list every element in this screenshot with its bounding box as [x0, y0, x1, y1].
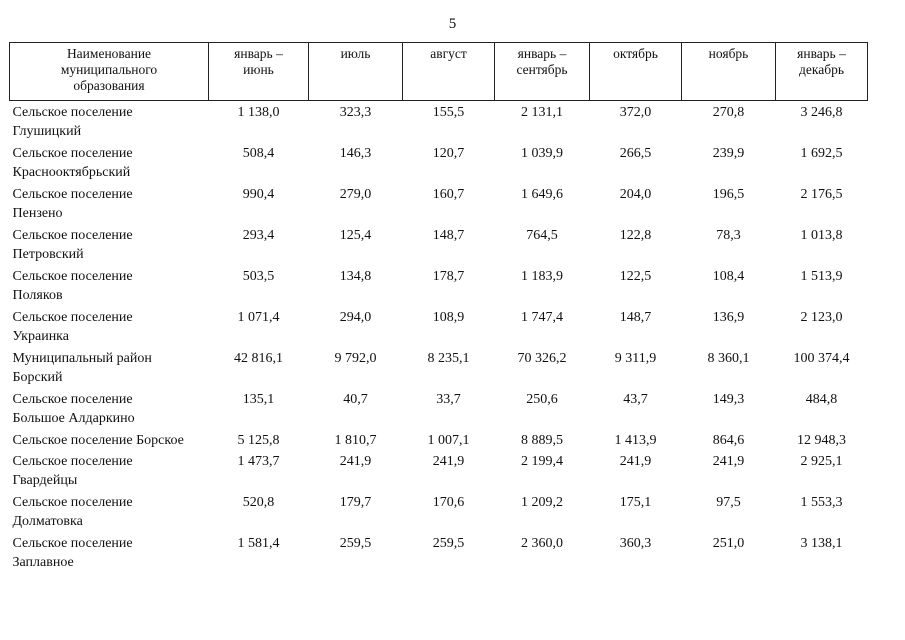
value-cell — [682, 452, 776, 493]
cell-value: 1 183,9 — [521, 268, 563, 284]
table-row — [10, 185, 868, 226]
row-name: Сельское поселение Украинка — [12, 309, 133, 344]
value-cell — [776, 452, 868, 493]
row-name-cell — [10, 534, 209, 575]
table-header — [10, 43, 868, 101]
data-table — [9, 42, 868, 575]
value-cell — [309, 534, 403, 575]
header-jan-jun: январь – июнь — [209, 43, 309, 101]
row-name-cell — [10, 390, 209, 431]
value-cell — [776, 144, 868, 185]
cell-value: 2 360,0 — [521, 535, 563, 551]
value-cell — [495, 493, 590, 534]
table-row — [10, 534, 868, 575]
row-name-cell — [10, 308, 209, 349]
cell-value: 196,5 — [712, 186, 745, 202]
cell-value: 8 360,1 — [707, 350, 750, 366]
row-name: Сельское поселение Гвардейцы — [12, 453, 133, 488]
cell-value: 70 326,2 — [517, 350, 567, 366]
cell-value: 8 889,5 — [521, 432, 563, 448]
row-name: Сельское поселение Краснооктябрьский — [12, 145, 133, 180]
cell-value: 1 513,9 — [800, 268, 843, 284]
value-cell — [495, 390, 590, 431]
row-name-cell — [10, 185, 209, 226]
table-row — [10, 349, 868, 390]
row-name-cell — [10, 493, 209, 534]
value-cell — [682, 144, 776, 185]
value-cell — [403, 185, 495, 226]
table-row — [10, 267, 868, 308]
value-cell — [309, 144, 403, 185]
value-cell — [590, 431, 682, 452]
cell-value: 266,5 — [619, 145, 652, 161]
cell-value: 990,4 — [242, 186, 275, 202]
row-name: Сельское поселение Поляков — [12, 268, 133, 303]
cell-value: 293,4 — [242, 227, 275, 243]
cell-value: 1 138,0 — [237, 105, 280, 120]
value-cell — [403, 431, 495, 452]
cell-value: 2 123,0 — [800, 309, 843, 325]
cell-value: 42 816,1 — [234, 350, 283, 366]
value-cell — [776, 185, 868, 226]
cell-value: 1 692,5 — [800, 145, 843, 161]
value-cell — [403, 390, 495, 431]
value-cell — [495, 349, 590, 390]
table-row — [10, 144, 868, 185]
value-cell — [403, 144, 495, 185]
value-cell — [495, 267, 590, 308]
cell-value: 2 176,5 — [800, 186, 843, 202]
row-name-cell — [10, 349, 209, 390]
cell-value: 241,9 — [619, 453, 652, 469]
value-cell — [309, 308, 403, 349]
table-body — [10, 101, 868, 575]
value-cell — [495, 144, 590, 185]
cell-value: 148,7 — [619, 309, 652, 325]
cell-value: 1 413,9 — [614, 432, 657, 448]
row-name: Сельское поселение Долматовка — [12, 494, 133, 529]
cell-value: 100 374,4 — [793, 350, 850, 366]
header-jan-sep: январь – сентябрь — [495, 43, 590, 101]
cell-value: 78,3 — [716, 227, 741, 243]
cell-value: 33,7 — [436, 391, 461, 407]
value-cell — [776, 431, 868, 452]
cell-value: 179,7 — [339, 494, 372, 510]
value-cell — [495, 185, 590, 226]
value-cell — [682, 349, 776, 390]
cell-value: 5 125,8 — [237, 432, 280, 448]
cell-value: 241,9 — [432, 453, 465, 469]
cell-value: 136,9 — [712, 309, 745, 325]
cell-value: 279,0 — [339, 186, 372, 202]
cell-value: 97,5 — [716, 494, 741, 510]
value-cell — [776, 349, 868, 390]
value-cell — [309, 349, 403, 390]
value-cell — [682, 308, 776, 349]
cell-value: 120,7 — [432, 145, 465, 161]
cell-value: 149,3 — [712, 391, 745, 407]
cell-value: 108,4 — [712, 268, 745, 284]
value-cell — [590, 144, 682, 185]
value-cell — [495, 101, 590, 144]
cell-value: 323,3 — [339, 105, 372, 120]
cell-value: 1 007,1 — [427, 432, 470, 448]
value-cell — [403, 308, 495, 349]
cell-value: 259,5 — [432, 535, 465, 551]
cell-value: 1 071,4 — [237, 309, 280, 325]
cell-value: 8 235,1 — [427, 350, 470, 366]
cell-value: 764,5 — [526, 227, 558, 243]
cell-value: 40,7 — [343, 391, 368, 407]
value-cell — [776, 493, 868, 534]
value-cell — [590, 226, 682, 267]
value-cell — [403, 226, 495, 267]
cell-value: 178,7 — [432, 268, 465, 284]
value-cell — [495, 308, 590, 349]
cell-value: 508,4 — [242, 145, 275, 161]
value-cell — [209, 452, 309, 493]
table-row — [10, 493, 868, 534]
value-cell — [209, 431, 309, 452]
value-cell — [209, 267, 309, 308]
table-row — [10, 390, 868, 431]
header-jul: июль — [309, 43, 403, 101]
cell-value: 1 581,4 — [237, 535, 280, 551]
header-aug: август — [403, 43, 495, 101]
value-cell — [209, 493, 309, 534]
cell-value: 294,0 — [339, 309, 372, 325]
header-row — [10, 43, 868, 101]
value-cell — [309, 431, 403, 452]
cell-value: 251,0 — [712, 535, 745, 551]
value-cell — [590, 185, 682, 226]
cell-value: 3 246,8 — [800, 105, 843, 120]
value-cell — [495, 226, 590, 267]
value-cell — [309, 267, 403, 308]
value-cell — [403, 493, 495, 534]
cell-value: 503,5 — [242, 268, 275, 284]
cell-value: 1 747,4 — [521, 309, 563, 325]
value-cell — [309, 390, 403, 431]
value-cell — [590, 493, 682, 534]
row-name: Сельское поселение Пензено — [12, 186, 133, 221]
value-cell — [590, 308, 682, 349]
cell-value: 259,5 — [339, 535, 372, 551]
value-cell — [403, 101, 495, 144]
header-oct: октябрь — [590, 43, 682, 101]
page-number: 5 — [448, 16, 457, 32]
value-cell — [209, 226, 309, 267]
cell-value: 2 199,4 — [521, 453, 563, 469]
cell-value: 1 013,8 — [800, 227, 843, 243]
cell-value: 122,8 — [619, 227, 652, 243]
cell-value: 125,4 — [339, 227, 372, 243]
cell-value: 1 649,6 — [521, 186, 563, 202]
value-cell — [776, 534, 868, 575]
value-cell — [590, 349, 682, 390]
value-cell — [309, 185, 403, 226]
row-name-cell — [10, 431, 209, 452]
value-cell — [682, 185, 776, 226]
row-name-cell — [10, 144, 209, 185]
value-cell — [495, 431, 590, 452]
value-cell — [590, 101, 682, 144]
cell-value: 1 473,7 — [237, 453, 280, 469]
value-cell — [209, 390, 309, 431]
cell-value: 1 810,7 — [334, 432, 377, 448]
header-nov: ноябрь — [682, 43, 776, 101]
value-cell — [309, 226, 403, 267]
value-cell — [776, 101, 868, 144]
cell-value: 134,8 — [339, 268, 372, 284]
cell-value: 3 138,1 — [800, 535, 843, 551]
value-cell — [309, 493, 403, 534]
value-cell — [590, 534, 682, 575]
row-name: Сельское поселение Петровский — [12, 227, 133, 262]
cell-value: 160,7 — [432, 186, 465, 202]
cell-value: 520,8 — [242, 494, 275, 510]
value-cell — [403, 349, 495, 390]
value-cell — [403, 534, 495, 575]
cell-value: 270,8 — [712, 105, 745, 120]
value-cell — [590, 390, 682, 431]
value-cell — [590, 267, 682, 308]
row-name-cell — [10, 101, 209, 144]
table-row — [10, 308, 868, 349]
value-cell — [495, 452, 590, 493]
table-row — [10, 431, 868, 452]
cell-value: 484,8 — [805, 391, 838, 407]
value-cell — [209, 308, 309, 349]
cell-value: 372,0 — [619, 105, 652, 120]
value-cell — [682, 534, 776, 575]
header-jan-dec: январь – декабрь — [776, 43, 868, 101]
value-cell — [309, 452, 403, 493]
cell-value: 155,5 — [432, 105, 465, 120]
cell-value: 43,7 — [623, 391, 648, 407]
value-cell — [495, 534, 590, 575]
cell-value: 135,1 — [242, 391, 275, 407]
table-row — [10, 452, 868, 493]
cell-value: 148,7 — [432, 227, 465, 243]
cell-value: 1 209,2 — [521, 494, 563, 510]
cell-value: 175,1 — [619, 494, 652, 510]
value-cell — [682, 431, 776, 452]
cell-value: 146,3 — [339, 145, 372, 161]
value-cell — [682, 390, 776, 431]
value-cell — [682, 226, 776, 267]
value-cell — [590, 452, 682, 493]
cell-value: 241,9 — [339, 453, 372, 469]
value-cell — [209, 349, 309, 390]
value-cell — [776, 267, 868, 308]
cell-value: 2 925,1 — [800, 453, 843, 469]
value-cell — [682, 101, 776, 144]
value-cell — [403, 267, 495, 308]
row-name: Сельское поселение Большое Алдаркино — [12, 391, 135, 426]
value-cell — [209, 101, 309, 144]
value-cell — [209, 534, 309, 575]
value-cell — [309, 101, 403, 144]
row-name-cell — [10, 452, 209, 493]
value-cell — [209, 144, 309, 185]
value-cell — [776, 308, 868, 349]
value-cell — [209, 185, 309, 226]
row-name: Сельское поселение Заплавное — [12, 535, 133, 570]
cell-value: 12 948,3 — [797, 432, 846, 448]
cell-value: 9 311,9 — [614, 350, 657, 366]
row-name-cell — [10, 226, 209, 267]
cell-value: 108,9 — [432, 309, 465, 325]
cell-value: 204,0 — [619, 186, 652, 202]
value-cell — [682, 267, 776, 308]
cell-value: 1 039,9 — [521, 145, 563, 161]
cell-value: 1 553,3 — [800, 494, 843, 510]
value-cell — [776, 390, 868, 431]
cell-value: 9 792,0 — [334, 350, 377, 366]
cell-value: 864,6 — [712, 432, 745, 448]
value-cell — [776, 226, 868, 267]
cell-value: 170,6 — [432, 494, 465, 510]
row-name: Сельское поселение Глушицкий — [12, 105, 133, 139]
value-cell — [403, 452, 495, 493]
row-name: Сельское поселение Борское — [12, 432, 184, 448]
table-row — [10, 101, 868, 144]
header-name: Наименование муниципального образования — [10, 43, 209, 101]
cell-value: 239,9 — [712, 145, 745, 161]
value-cell — [682, 493, 776, 534]
cell-value: 2 131,1 — [521, 105, 563, 120]
table-row — [10, 226, 868, 267]
cell-value: 122,5 — [619, 268, 652, 284]
row-name: Муниципальный район Борский — [12, 350, 152, 385]
row-name-cell — [10, 267, 209, 308]
cell-value: 241,9 — [712, 453, 745, 469]
cell-value: 250,6 — [526, 391, 558, 407]
cell-value: 360,3 — [619, 535, 652, 551]
